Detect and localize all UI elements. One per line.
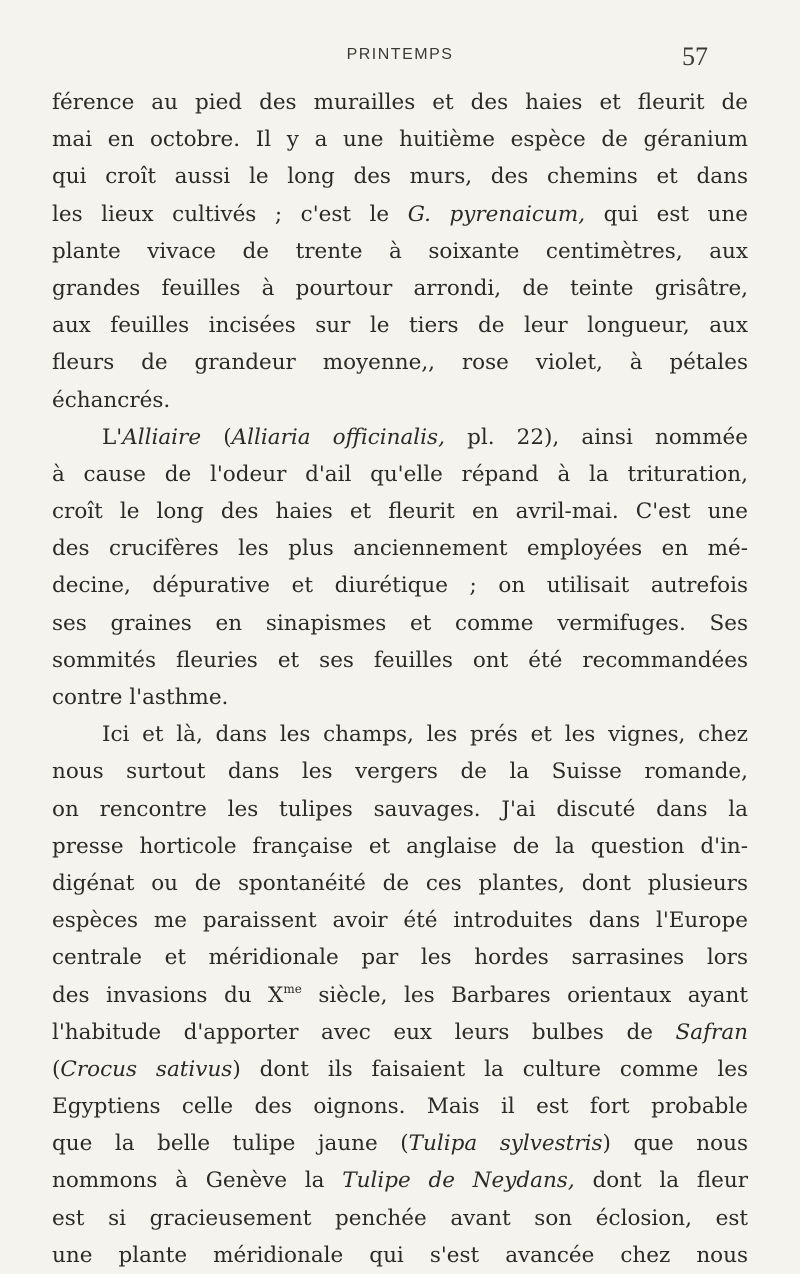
text-line: centrale et méridionale par les hordes sarrasines lors: [52, 945, 748, 971]
text-line: L'Alliaire (Alliaria officinalis, pl. 22), ainsi nommée: [102, 424, 748, 450]
text-line: plante vivace de trente à soixante centimètres, aux: [52, 238, 748, 264]
text-line: est si gracieusement penchée avant son éclosion, est: [52, 1205, 748, 1231]
text-line: croît le long des haies et fleurit en avril-mai. C'est une: [52, 499, 748, 525]
text-line: une plante méridionale qui s'est avancée chez nous: [52, 1242, 748, 1268]
text-line: l'habitude d'apporter avec eux leurs bulbes de Safran: [52, 1019, 748, 1045]
text-line: nous surtout dans les vergers de la Suisse romande,: [52, 759, 748, 785]
text-line: aux feuilles incisées sur le tiers de leur longueur, aux: [52, 313, 748, 339]
body-text: [52, 84, 748, 1274]
text-line: (Crocus sativus) dont ils faisaient la culture comme les: [52, 1056, 748, 1082]
text-line: decine, dépurative et diurétique ; on utilisait autrefois: [52, 573, 748, 599]
text-line: nommons à Genève la Tulipe de Neydans, dont la fleur: [52, 1168, 748, 1194]
text-line: fleurs de grandeur moyenne,, rose violet, à pétales: [52, 350, 748, 376]
text-line: que la belle tulipe jaune (Tulipa sylvestris) que nous: [52, 1131, 748, 1157]
text-line: ses graines en sinapismes et comme vermifuges. Ses: [52, 610, 748, 636]
text-line: échancrés.: [52, 387, 171, 413]
text-line: des invasions du $X^{me}$ siècle, les Barbares orientaux ayant: [52, 981, 748, 1008]
text-line: Egyptiens celle des oignons. Mais il est fort probable: [52, 1094, 748, 1120]
text-line: digénat ou de spontanéité de ces plantes, dont plusieurs: [52, 870, 748, 896]
text-line: on rencontre les tulipes sauvages. J'ai discuté dans la: [52, 796, 748, 822]
text-line: qui croît aussi le long des murs, des chemins et dans: [52, 164, 748, 190]
page-number: 57: [682, 42, 708, 71]
text-line: des crucifères les plus anciennement employées en mé-: [52, 536, 748, 562]
text-line: sommités fleuries et ses feuilles ont été recommandées: [52, 647, 748, 673]
text-line: Ici et là, dans les champs, les prés et les vignes, chez: [102, 722, 748, 748]
text-line: contre l'asthme.: [52, 685, 229, 710]
text-line: à cause de l'odeur d'ail qu'elle répand à la trituration,: [52, 461, 748, 487]
text-line: grandes feuilles à pourtour arrondi, de teinte grisâtre,: [52, 275, 748, 301]
running-header: [0, 42, 800, 76]
text-line: mai en octobre. Il y a une huitième espèce de géranium: [52, 127, 748, 153]
text-line: presse horticole française et anglaise de la question d'in-: [52, 833, 748, 859]
running-header-title: PRINTEMPS: [346, 46, 454, 63]
text-line: férence au pied des murailles et des haies et fleurit de: [52, 90, 748, 115]
text-line: espèces me paraissent avoir été introduites dans l'Europe: [52, 908, 748, 934]
text-line: les lieux cultivés ; c'est le G. pyrenaicum, qui est une: [52, 201, 748, 227]
